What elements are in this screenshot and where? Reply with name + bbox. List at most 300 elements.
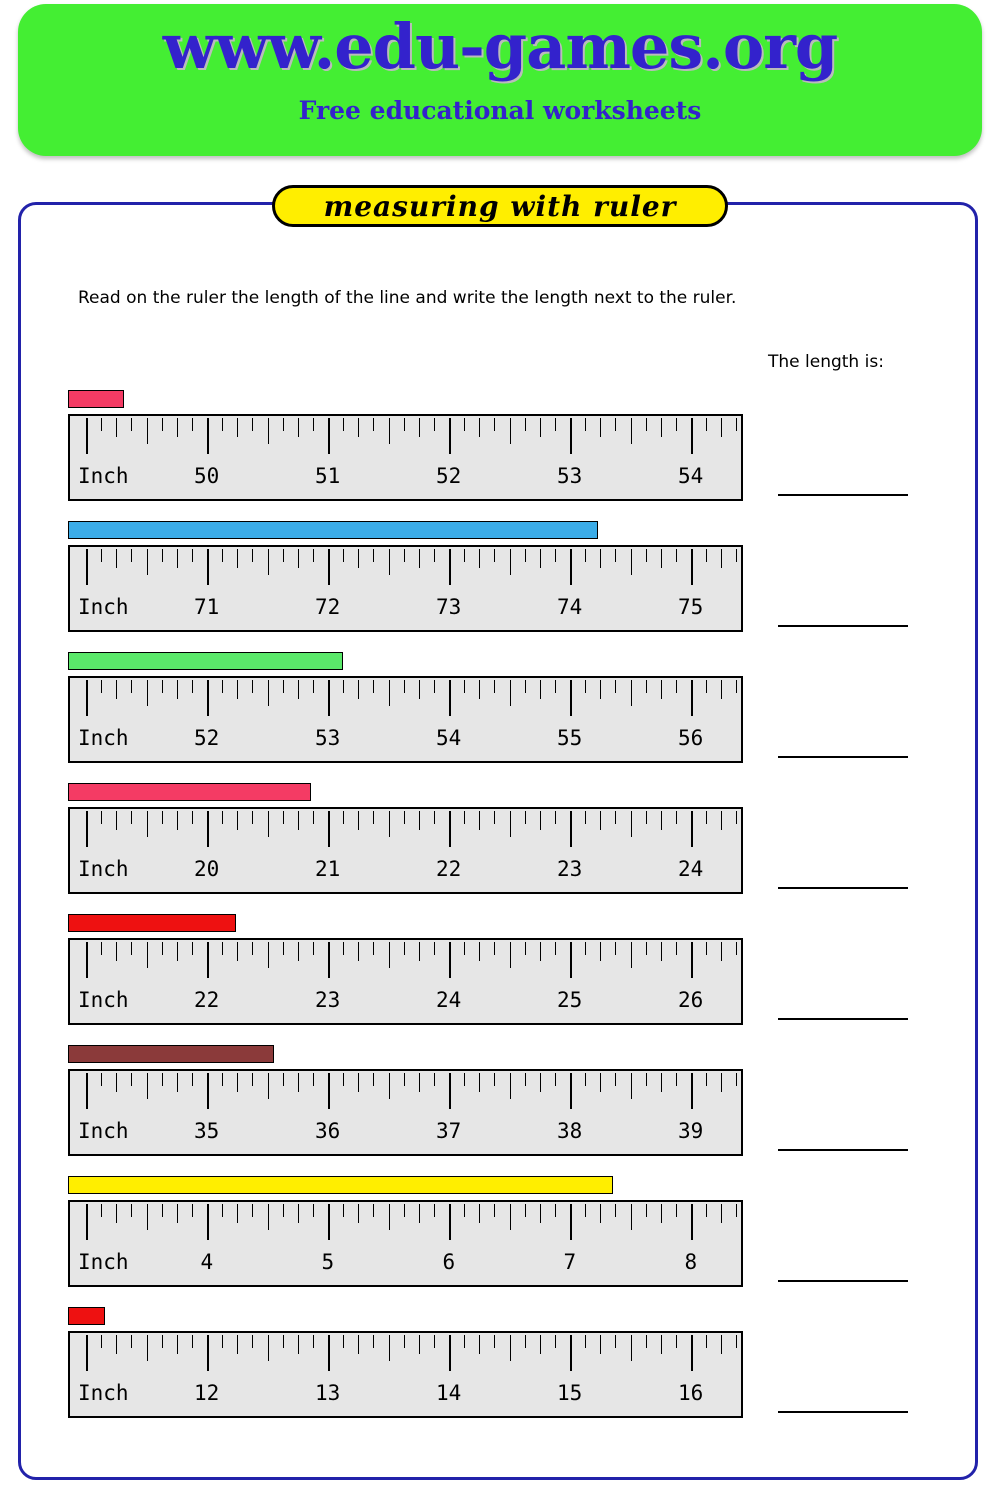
ruler-tick [449, 1073, 451, 1109]
ruler-tick [464, 549, 465, 562]
ruler-tick [419, 1073, 420, 1092]
ruler-tick [389, 1335, 390, 1361]
ruler-tick [434, 1204, 435, 1217]
ruler-number-label: 53 [557, 464, 583, 488]
ruler-number-label: 52 [436, 464, 462, 488]
answer-blank[interactable] [778, 494, 908, 496]
ruler-tick [676, 942, 677, 955]
ruler-tick [464, 942, 465, 955]
ruler-number-label: 26 [678, 988, 704, 1012]
ruler-number-label: 23 [315, 988, 341, 1012]
ruler-tick [449, 680, 451, 716]
ruler-tick [373, 680, 374, 693]
ruler-tick [540, 1073, 541, 1092]
worksheet-instructions: Read on the ruler the length of the line and write the length next to the ruler. [78, 288, 737, 308]
ruler-tick [298, 811, 299, 830]
ruler-tick [494, 1204, 495, 1217]
ruler-tick [736, 418, 737, 431]
ruler-tick [676, 811, 677, 824]
ruler-tick [691, 418, 693, 454]
ruler-tick [540, 418, 541, 437]
ruler-tick [706, 418, 707, 431]
ruler-tick [419, 549, 420, 568]
ruler-tick [192, 418, 193, 431]
ruler-tick [525, 1073, 526, 1086]
ruler-tick [192, 549, 193, 562]
ruler-tick [404, 1204, 405, 1217]
ruler-tick [177, 1204, 178, 1223]
ruler-tick [631, 549, 632, 575]
ruler-tick [222, 680, 223, 693]
ruler-tick [555, 1204, 556, 1217]
ruler-tick [252, 418, 253, 431]
ruler-tick [389, 1204, 390, 1230]
ruler-tick [162, 680, 163, 693]
ruler [68, 1069, 743, 1156]
ruler-number-label: 4 [200, 1250, 214, 1274]
ruler-tick [192, 811, 193, 824]
ruler-number-label: 56 [678, 726, 704, 750]
ruler-tick [631, 680, 632, 706]
ruler-tick [449, 1335, 451, 1371]
ruler-tick [419, 1335, 420, 1354]
ruler-tick [646, 1204, 647, 1217]
ruler-tick [404, 1335, 405, 1348]
ruler-tick [540, 1335, 541, 1354]
ruler-tick [736, 1335, 737, 1348]
ruler-tick [404, 811, 405, 824]
ruler-tick [298, 942, 299, 961]
ruler-tick [494, 811, 495, 824]
ruler-tick [162, 1204, 163, 1217]
ruler-number-label: 6 [442, 1250, 456, 1274]
ruler-tick [510, 1335, 511, 1361]
ruler-tick [736, 942, 737, 955]
ruler-tick [222, 1204, 223, 1217]
ruler-number-label: 14 [436, 1381, 462, 1405]
ruler-tick [373, 1204, 374, 1217]
ruler-tick [570, 418, 572, 454]
answer-blank[interactable] [778, 625, 908, 627]
ruler-number-label: 73 [436, 595, 462, 619]
ruler-tick [101, 418, 102, 431]
ruler-tick [268, 942, 269, 968]
ruler-tick [343, 1204, 344, 1217]
ruler-tick [207, 1073, 209, 1109]
ruler-tick [464, 418, 465, 431]
exercise-row [0, 1307, 1000, 1441]
ruler-tick [328, 1204, 330, 1240]
ruler-tick [464, 811, 465, 824]
ruler-tick [600, 942, 601, 961]
ruler-tick [661, 1073, 662, 1092]
ruler-tick [373, 811, 374, 824]
ruler-tick [389, 418, 390, 444]
ruler-tick [131, 549, 132, 562]
ruler-tick [116, 549, 117, 568]
ruler-tick [691, 811, 693, 847]
answer-blank[interactable] [778, 1149, 908, 1151]
ruler-tick [343, 1335, 344, 1348]
ruler-tick [479, 1335, 480, 1354]
ruler-tick [192, 1204, 193, 1217]
ruler-number-label: 20 [194, 857, 220, 881]
ruler-tick [706, 680, 707, 693]
ruler-number-label: 55 [557, 726, 583, 750]
ruler-tick [585, 549, 586, 562]
ruler-tick [313, 1335, 314, 1348]
ruler-tick [116, 680, 117, 699]
ruler-tick [86, 942, 88, 978]
ruler-tick [419, 811, 420, 830]
ruler-tick [585, 1204, 586, 1217]
ruler-tick [706, 1204, 707, 1217]
ruler-tick [646, 942, 647, 955]
ruler-tick [600, 1204, 601, 1223]
ruler-tick [646, 680, 647, 693]
ruler-tick [510, 549, 511, 575]
site-title: www.edu-games.org [162, 10, 838, 83]
ruler-tick [298, 1335, 299, 1354]
ruler-tick [494, 418, 495, 431]
measure-bar [68, 652, 343, 670]
ruler-tick [510, 1204, 511, 1230]
ruler [68, 1200, 743, 1287]
ruler-tick [268, 418, 269, 444]
ruler-tick [131, 680, 132, 693]
ruler-tick [222, 811, 223, 824]
ruler-tick [555, 1335, 556, 1348]
ruler-tick [691, 549, 693, 585]
ruler-tick [646, 811, 647, 824]
ruler-tick [615, 1204, 616, 1217]
ruler-tick [494, 1335, 495, 1348]
exercise-row [0, 652, 1000, 786]
ruler-tick [525, 549, 526, 562]
ruler-number-label: 53 [315, 726, 341, 750]
ruler-number-label: 54 [436, 726, 462, 750]
ruler-tick [585, 811, 586, 824]
ruler [68, 1331, 743, 1418]
ruler-tick [268, 811, 269, 837]
ruler-tick [222, 1335, 223, 1348]
ruler-tick [268, 1335, 269, 1361]
ruler-tick [313, 680, 314, 693]
ruler-unit-label: Inch [78, 595, 129, 619]
ruler-tick [358, 1204, 359, 1223]
ruler-number-label: 7 [563, 1250, 577, 1274]
ruler-tick [585, 418, 586, 431]
ruler-number-label: 37 [436, 1119, 462, 1143]
measure-bar [68, 783, 311, 801]
ruler-tick [131, 1204, 132, 1217]
ruler-tick [434, 811, 435, 824]
ruler-unit-label: Inch [78, 1381, 129, 1405]
ruler-tick [298, 549, 299, 568]
ruler-unit-label: Inch [78, 464, 129, 488]
ruler-number-label: 22 [194, 988, 220, 1012]
ruler-ticks [70, 809, 741, 892]
ruler-tick [615, 1335, 616, 1348]
ruler-tick [116, 1335, 117, 1354]
ruler-tick [313, 811, 314, 824]
ruler-tick [177, 418, 178, 437]
ruler-tick [207, 418, 209, 454]
ruler-tick [283, 1073, 284, 1086]
ruler-tick [177, 549, 178, 568]
ruler-tick [661, 942, 662, 961]
ruler-tick [207, 549, 209, 585]
ruler-tick [252, 811, 253, 824]
ruler-tick [192, 1335, 193, 1348]
measure-bar [68, 1176, 613, 1194]
ruler-tick [600, 418, 601, 437]
ruler-tick [419, 418, 420, 437]
ruler-tick [615, 942, 616, 955]
ruler-tick [449, 418, 451, 454]
ruler-tick [434, 418, 435, 431]
ruler-tick [192, 942, 193, 955]
ruler-number-label: 54 [678, 464, 704, 488]
ruler-tick [283, 942, 284, 955]
ruler-tick [540, 549, 541, 568]
ruler-number-label: 16 [678, 1381, 704, 1405]
ruler-ticks [70, 940, 741, 1023]
ruler-tick [389, 811, 390, 837]
ruler-number-label: 12 [194, 1381, 220, 1405]
ruler-tick [131, 942, 132, 955]
ruler-tick [631, 1073, 632, 1099]
ruler-tick [706, 1335, 707, 1348]
ruler-tick [615, 680, 616, 693]
ruler-tick [661, 680, 662, 699]
ruler-tick [131, 811, 132, 824]
ruler-tick [358, 418, 359, 437]
ruler-tick [479, 680, 480, 699]
ruler-tick [661, 549, 662, 568]
ruler-tick [86, 418, 88, 454]
ruler-number-label: 25 [557, 988, 583, 1012]
ruler-tick [101, 811, 102, 824]
ruler-tick [358, 942, 359, 961]
ruler-tick [721, 680, 722, 699]
ruler-tick [721, 418, 722, 437]
ruler-tick [101, 942, 102, 955]
ruler-tick [600, 811, 601, 830]
ruler-tick [676, 1335, 677, 1348]
ruler-tick [479, 1073, 480, 1092]
ruler-tick [525, 418, 526, 431]
ruler-number-label: 50 [194, 464, 220, 488]
ruler-tick [147, 1073, 148, 1099]
ruler-ticks [70, 547, 741, 630]
ruler-number-label: 39 [678, 1119, 704, 1143]
ruler-tick [192, 1073, 193, 1086]
ruler-tick [570, 1335, 572, 1371]
ruler-tick [494, 680, 495, 693]
ruler-tick [222, 1073, 223, 1086]
ruler-tick [147, 680, 148, 706]
ruler-tick [207, 942, 209, 978]
ruler-tick [434, 1335, 435, 1348]
answer-column-header: The length is: [768, 352, 884, 372]
ruler-tick [404, 549, 405, 562]
ruler-tick [298, 1073, 299, 1092]
ruler-tick [494, 942, 495, 955]
worksheet-title: measuring with ruler [272, 185, 728, 227]
ruler-tick [373, 1073, 374, 1086]
answer-blank[interactable] [778, 1018, 908, 1020]
ruler-tick [510, 680, 511, 706]
ruler-tick [237, 942, 238, 961]
ruler-tick [252, 1073, 253, 1086]
ruler-tick [328, 942, 330, 978]
ruler-tick [86, 1204, 88, 1240]
ruler-tick [86, 549, 88, 585]
ruler-tick [676, 1073, 677, 1086]
ruler-tick [101, 1073, 102, 1086]
ruler-tick [147, 1335, 148, 1361]
ruler-tick [268, 680, 269, 706]
ruler-tick [434, 1073, 435, 1086]
ruler-tick [222, 942, 223, 955]
ruler-tick [252, 1335, 253, 1348]
ruler-tick [540, 1204, 541, 1223]
ruler-tick [464, 1204, 465, 1217]
ruler-number-label: 72 [315, 595, 341, 619]
ruler [68, 938, 743, 1025]
ruler-number-label: 15 [557, 1381, 583, 1405]
answer-blank[interactable] [778, 887, 908, 889]
ruler-tick [449, 942, 451, 978]
ruler-tick [373, 418, 374, 431]
ruler-tick [525, 1335, 526, 1348]
ruler-tick [237, 1073, 238, 1092]
ruler-tick [434, 549, 435, 562]
exercise-row [0, 390, 1000, 524]
ruler-unit-label: Inch [78, 857, 129, 881]
ruler-tick [540, 680, 541, 699]
ruler-tick [252, 942, 253, 955]
ruler-tick [147, 1204, 148, 1230]
ruler-tick [479, 1204, 480, 1223]
ruler-tick [419, 1204, 420, 1223]
ruler-number-label: 8 [684, 1250, 698, 1274]
site-banner [18, 4, 982, 156]
ruler-tick [177, 811, 178, 830]
ruler-tick [736, 549, 737, 562]
ruler-tick [101, 680, 102, 693]
site-subtitle: Free educational worksheets [298, 96, 702, 125]
ruler-tick [207, 1335, 209, 1371]
ruler-tick [389, 680, 390, 706]
ruler-tick [162, 549, 163, 562]
ruler-tick [570, 1073, 572, 1109]
ruler-tick [494, 1073, 495, 1086]
ruler-tick [585, 1335, 586, 1348]
ruler-tick [373, 1335, 374, 1348]
ruler-tick [162, 811, 163, 824]
ruler-tick [343, 1073, 344, 1086]
ruler-tick [343, 942, 344, 955]
answer-blank[interactable] [778, 1280, 908, 1282]
ruler-tick [555, 942, 556, 955]
ruler-number-label: 21 [315, 857, 341, 881]
ruler-tick [646, 1335, 647, 1348]
ruler-tick [389, 942, 390, 968]
ruler-tick [252, 1204, 253, 1217]
ruler-tick [736, 811, 737, 824]
ruler-tick [237, 680, 238, 699]
ruler-tick [283, 680, 284, 693]
ruler-tick [131, 1073, 132, 1086]
answer-blank[interactable] [778, 1411, 908, 1413]
ruler-tick [116, 1204, 117, 1223]
ruler-tick [268, 1204, 269, 1230]
ruler-tick [147, 942, 148, 968]
ruler-tick [147, 549, 148, 575]
ruler-tick [434, 942, 435, 955]
ruler-tick [676, 549, 677, 562]
ruler-tick [570, 1204, 572, 1240]
ruler-tick [207, 811, 209, 847]
ruler-tick [525, 811, 526, 824]
ruler-tick [540, 811, 541, 830]
ruler-tick [661, 1204, 662, 1223]
ruler-tick [721, 1335, 722, 1354]
ruler-tick [631, 418, 632, 444]
ruler-number-label: 36 [315, 1119, 341, 1143]
ruler-tick [706, 549, 707, 562]
ruler-tick [404, 418, 405, 431]
ruler-tick [721, 942, 722, 961]
ruler-tick [343, 811, 344, 824]
ruler-tick [162, 1335, 163, 1348]
ruler-tick [555, 811, 556, 824]
ruler-tick [162, 418, 163, 431]
ruler-tick [600, 680, 601, 699]
ruler-tick [328, 1073, 330, 1109]
ruler-tick [343, 680, 344, 693]
ruler-tick [736, 1073, 737, 1086]
ruler-tick [721, 1073, 722, 1092]
ruler [68, 414, 743, 501]
ruler-tick [510, 1073, 511, 1099]
ruler-tick [328, 418, 330, 454]
ruler-number-label: 13 [315, 1381, 341, 1405]
ruler-tick [283, 1335, 284, 1348]
exercise-row [0, 1045, 1000, 1179]
ruler-tick [646, 1073, 647, 1086]
ruler-tick [313, 418, 314, 431]
ruler-tick [600, 1073, 601, 1092]
ruler-tick [283, 811, 284, 824]
ruler-tick [721, 811, 722, 830]
ruler-tick [510, 418, 511, 444]
ruler-tick [313, 549, 314, 562]
ruler-tick [615, 418, 616, 431]
ruler-tick [177, 942, 178, 961]
ruler-tick [449, 549, 451, 585]
ruler-tick [646, 418, 647, 431]
ruler-tick [298, 680, 299, 699]
ruler-tick [676, 418, 677, 431]
ruler-tick [313, 1204, 314, 1217]
ruler-tick [570, 811, 572, 847]
measure-bar [68, 521, 598, 539]
answer-blank[interactable] [778, 756, 908, 758]
ruler-tick [252, 680, 253, 693]
